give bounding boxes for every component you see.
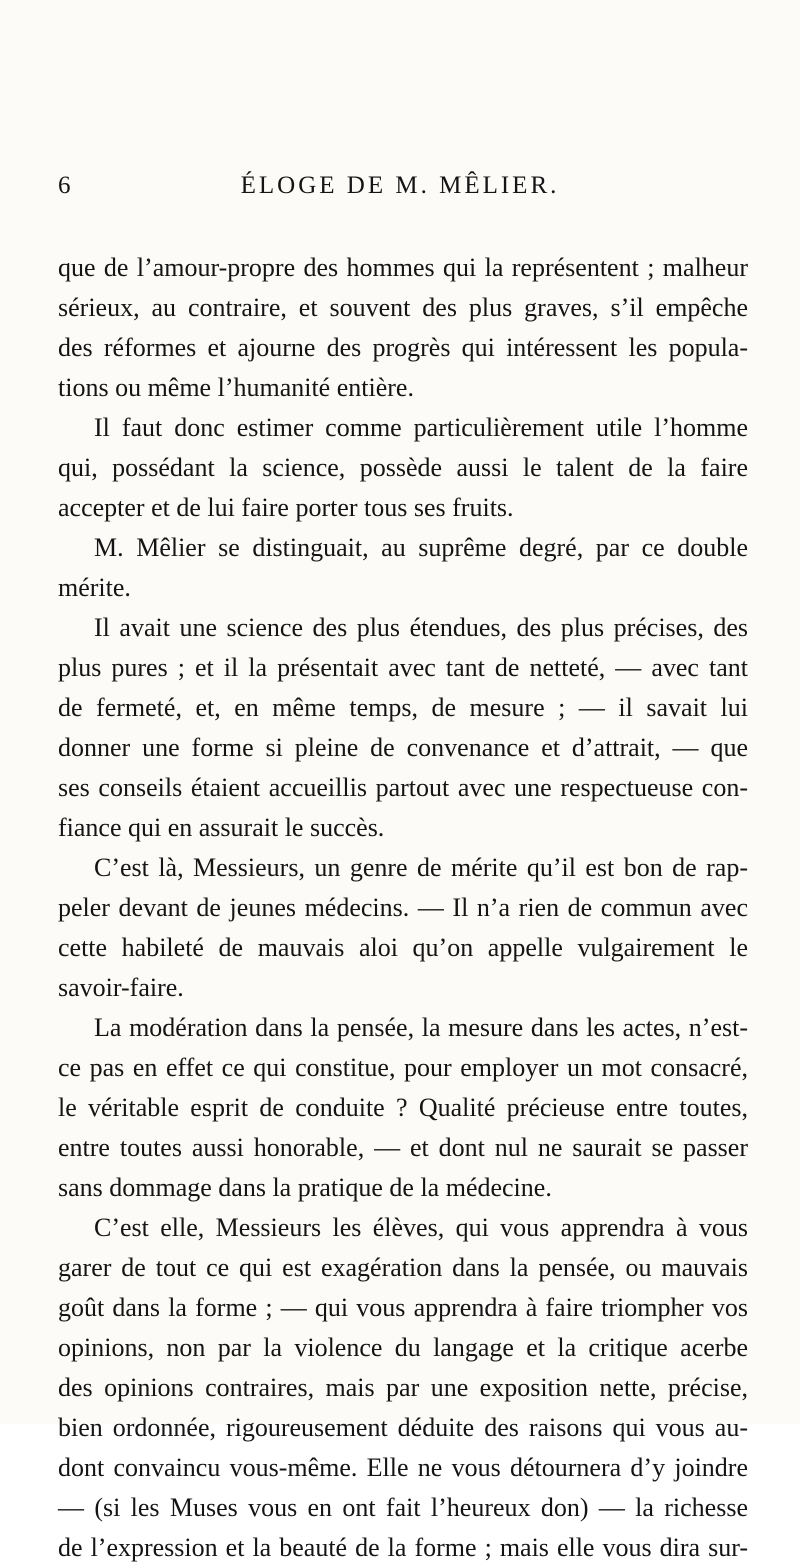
text-line: Il avait une science des plus étendues, des plus précises, des: [94, 613, 748, 642]
text-line: La modération dans la pensée, la mesure dans les actes, n’est-: [94, 1013, 748, 1042]
text-line: bien ordonnée, rigoureusement déduite des raisons qui vous au-: [58, 1413, 748, 1442]
text-line: de fermeté, et, en même temps, de mesure ; — il savait lui: [58, 693, 748, 722]
text-line: dont convaincu vous-même. Elle ne vous détournera d’y joindre: [58, 1453, 748, 1482]
text-line: opinions, non par la violence du langage et la critique acerbe: [58, 1333, 748, 1362]
text-line: goût dans la forme ; — qui vous apprendra à faire triompher vos: [58, 1293, 748, 1322]
text-line: ses conseils étaient accueillis partout avec une respectueuse con-: [58, 773, 748, 802]
text-line: de l’expression et la beauté de la forme ; mais elle vous dira sur-: [58, 1533, 748, 1562]
text-line: donner une forme si pleine de convenance et d’attrait, — que: [58, 733, 748, 762]
text-line: Il faut donc estimer comme particulièrement utile l’homme: [94, 413, 748, 442]
text-line: sérieux, au contraire, et souvent des plus graves, s’il empêche: [58, 293, 748, 322]
text-line: — (si les Muses vous en ont fait l’heureux don) — la richesse: [58, 1493, 748, 1522]
text-line: accepter et de lui faire porter tous ses fruits.: [58, 493, 514, 522]
text-line: C’est là, Messieurs, un genre de mérite qu’il est bon de rap-: [94, 853, 748, 882]
text-line: mérite.: [58, 573, 131, 602]
text-line: savoir-faire.: [58, 973, 184, 1002]
text-line: fiance qui en assurait le succès.: [58, 813, 385, 842]
text-line: entre toutes aussi honorable, — et dont nul ne saurait se passer: [58, 1133, 748, 1162]
text-line: tions ou même l’humanité entière.: [58, 373, 414, 402]
running-title: ÉLOGE DE M. MÊLIER.: [240, 172, 560, 199]
text-line: que de l’amour-propre des hommes qui la représentent ; malheur: [58, 253, 748, 282]
text-line: M. Mêlier se distinguait, au suprême degré, par ce double: [94, 533, 748, 562]
text-line: des réformes et ajourne des progrès qui intéressent les popula-: [58, 333, 748, 362]
running-head: [58, 172, 742, 208]
text-line: sans dommage dans la pratique de la médecine.: [58, 1173, 552, 1202]
text-line: cette habileté de mauvais aloi qu’on appelle vulgairement le: [58, 933, 748, 962]
text-line: le véritable esprit de conduite ? Qualité précieuse entre toutes,: [58, 1093, 748, 1122]
text-line: C’est elle, Messieurs les élèves, qui vous apprendra à vous: [94, 1213, 748, 1242]
text-line: ce pas en effet ce qui constitue, pour employer un mot consacré,: [58, 1053, 748, 1082]
text-line: peler devant de jeunes médecins. — Il n’a rien de commun avec: [58, 893, 748, 922]
text-line: plus pures ; et il la présentait avec tant de netteté, — avec tant: [58, 653, 748, 682]
page-number: 6: [58, 172, 74, 199]
body-text: [58, 248, 748, 1568]
text-line: garer de tout ce qui est exagération dans la pensée, ou mauvais: [58, 1253, 748, 1282]
text-line: qui, possédant la science, possède aussi le talent de la faire: [58, 453, 748, 482]
text-line: des opinions contraires, mais par une exposition nette, précise,: [58, 1373, 748, 1402]
